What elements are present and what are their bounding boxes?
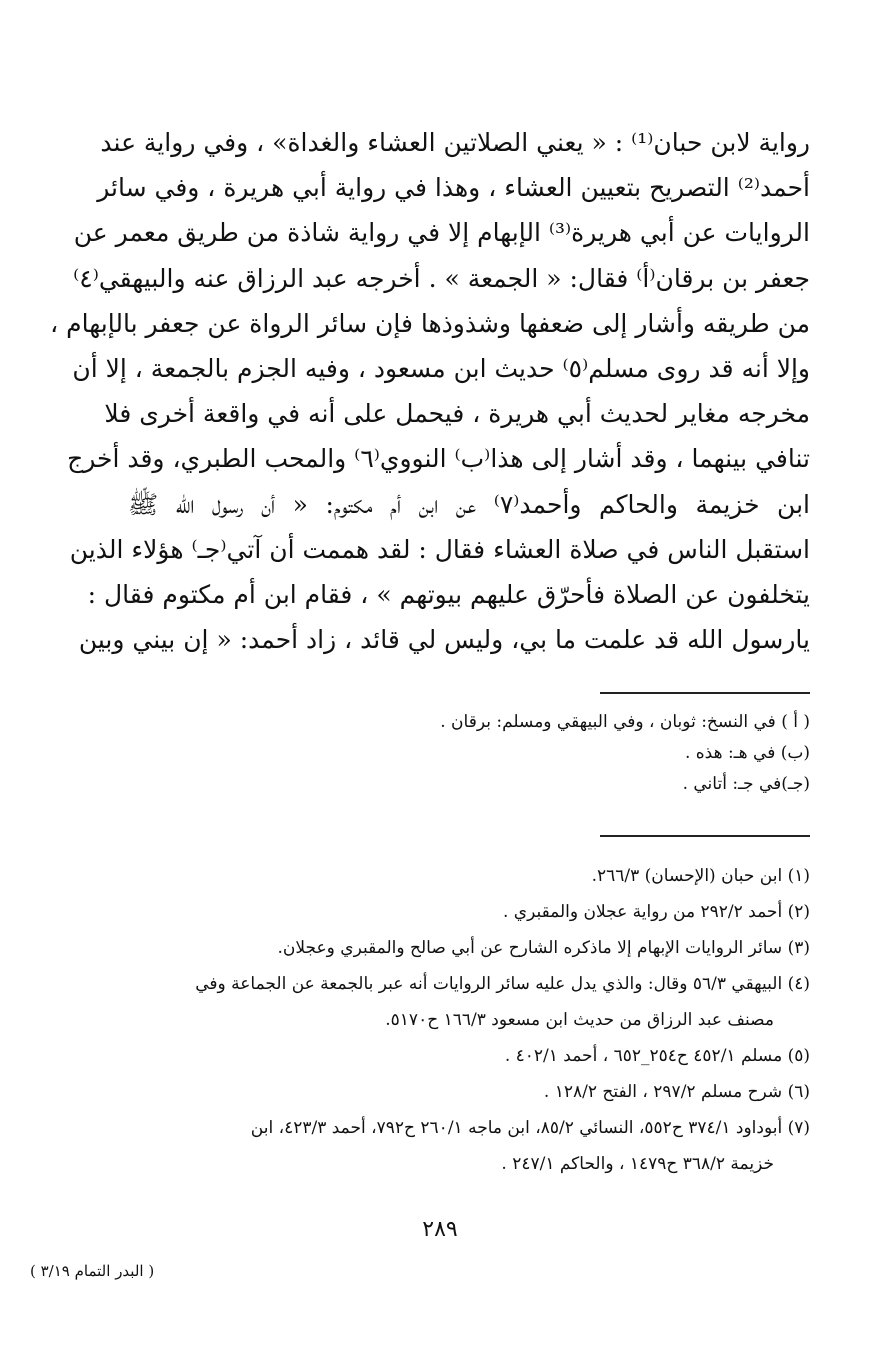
main-text-line: أحمد⁽²⁾ التصريح بتعيين العشاء ، وهذا في رواية أبي هريرة ، وفي سائر bbox=[97, 173, 810, 203]
main-text-line: تنافي بينهما ، وقد أشار إلى هذا⁽ب⁾ النووي⁽٦⁾ والمحب الطبري، وقد أخرج bbox=[67, 444, 810, 474]
main-text bbox=[50, 120, 810, 662]
footnote-3: (٣) سائر الروايات الإبهام إلا ماذكره الشارح عن أبي صالح والمقبري وعجلان. bbox=[277, 938, 810, 958]
footnote-4-continuation: مصنف عبد الرزاق من حديث ابن مسعود ١٦٦/٣ ح٥١٧٠. bbox=[385, 1010, 774, 1030]
numbered-notes-separator bbox=[600, 835, 810, 837]
main-text-line: وإلا أنه قد روى مسلم⁽٥⁾ حديث ابن مسعود ، وفيه الجزم بالجمعة ، إلا أن bbox=[72, 353, 810, 383]
main-text-line: يتخلفون عن الصلاة فأحرّق عليهم بيوتهم » ، فقام ابن أم مكتوم فقال : bbox=[87, 579, 810, 609]
footnote-7-continuation: خزيمة ٣٦٨/٢ ح١٤٧٩ ، والحاكم ٢٤٧/١ . bbox=[501, 1154, 774, 1174]
letter-notes-separator bbox=[600, 692, 810, 694]
main-text-line: يارسول الله قد علمت ما بي، وليس لي قائد ، زاد أحمد: « إن بيني وبين bbox=[78, 625, 810, 655]
letter-footnotes bbox=[300, 707, 810, 800]
footnote-2: (٢) أحمد ٢٩٢/٢ من رواية عجلان والمقبري . bbox=[502, 902, 810, 922]
main-text-line: ابن خزيمة والحاكم وأحمد⁽٧⁾ عن ابن أم مكتوم: « أن رسول الله ﷺ bbox=[128, 489, 810, 519]
numbered-footnotes bbox=[128, 858, 810, 1182]
main-text-line: من طريقه وأشار إلى ضعفها وشذوذها فإن سائر الرواة عن جعفر بالإبهام ، bbox=[50, 308, 810, 338]
footnote-letter-b: (ب) في هـ: هذه . bbox=[684, 743, 810, 763]
page-number: ٢٨٩ bbox=[422, 1217, 458, 1242]
main-text-line: الروايات عن أبي هريرة⁽³⁾ الإبهام إلا في رواية شاذة من طريق معمر عن bbox=[73, 218, 810, 248]
footnote-1: (١) ابن حبان (الإحسان) ٢٦٦/٣. bbox=[591, 866, 810, 886]
footnote-7: (٧) أبوداود ٣٧٤/١ ح٥٥٢، النسائي ٨٥/٢، ابن ماجه ٢٦٠/١ ح٧٩٢، أحمد ٤٢٣/٣، ابن bbox=[250, 1118, 810, 1138]
footnote-5: (٥) مسلم ٤٥٢/١ ح٢٥٤_٦٥٢ ، أحمد ٤٠٢/١ . bbox=[504, 1046, 810, 1066]
main-text-line: جعفر بن برقان⁽أ⁾ فقال: « الجمعة » . أخرجه عبد الرزاق عنه والبيهقي⁽٤⁾ bbox=[73, 263, 810, 293]
footnote-letter-j: (جـ)في جـ: أتاني . bbox=[682, 774, 810, 794]
signature-mark: ( البدر التمام ٣/١٩ ) bbox=[30, 1262, 155, 1280]
footnote-4: (٤) البيهقي ٥٦/٣ وقال: والذي يدل عليه سائر الروايات أنه عبر بالجمعة عن الجماعة وفي bbox=[195, 974, 810, 994]
footnote-letter-a: ( أ ) في النسخ: ثوبان ، وفي البيهقي ومسلم: برقان . bbox=[440, 712, 810, 732]
footnote-6: (٦) شرح مسلم ٢٩٧/٢ ، الفتح ١٢٨/٢ . bbox=[543, 1082, 810, 1102]
main-text-line: مخرجه مغاير لحديث أبي هريرة ، فيحمل على أنه في واقعة أخرى فلا bbox=[104, 399, 810, 429]
main-text-line: استقبل الناس في صلاة العشاء فقال : لقد هممت أن آتي⁽جـ⁾ هؤلاء الذين bbox=[69, 534, 810, 564]
main-text-line: رواية لابن حبان⁽¹⁾ : « يعني الصلاتين العشاء والغداة» ، وفي رواية عند bbox=[100, 128, 810, 157]
